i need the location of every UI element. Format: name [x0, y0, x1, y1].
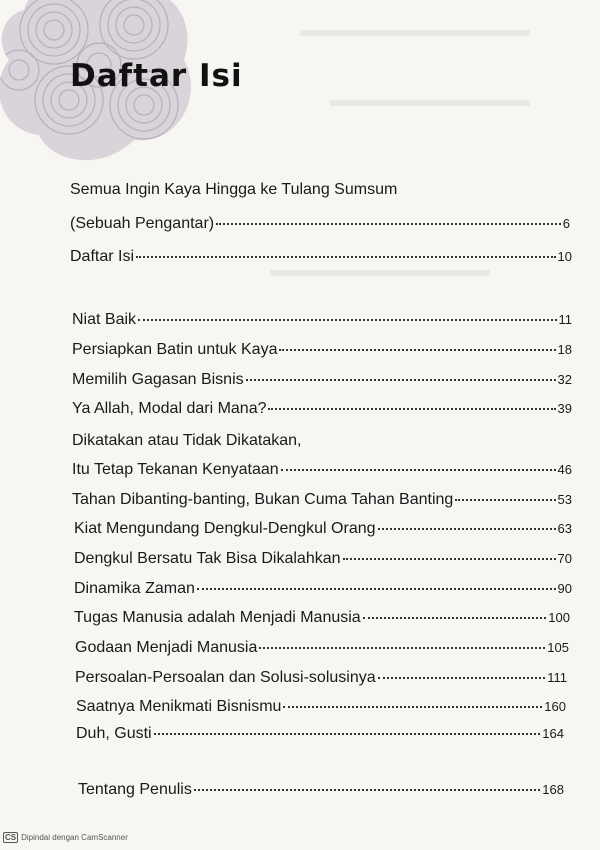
toc-entry-title: Dengkul Bersatu Tak Bisa Dikalahkan [74, 550, 341, 567]
leader-dots [363, 617, 547, 619]
toc-entry[interactable] [70, 214, 570, 234]
leader-dots [455, 499, 555, 501]
leader-dots [136, 256, 556, 258]
toc-entry-title: Itu Tetap Tekanan Kenyataan [72, 461, 279, 478]
toc-entry[interactable] [76, 724, 564, 744]
leader-dots [281, 469, 556, 471]
toc-entry-page: 32 [557, 372, 572, 387]
toc-entry-page: 46 [557, 462, 572, 477]
toc-entry-page: 105 [547, 640, 569, 655]
toc-entry-title: Kiat Mengundang Dengkul-Dengkul Orang [74, 520, 376, 537]
page-title: Daftar Isi [70, 58, 243, 94]
toc-entry-title: Memilih Gagasan Bisnis [72, 371, 244, 388]
toc-entry-page: 39 [557, 401, 572, 416]
toc-entry-page: 164 [542, 726, 564, 741]
toc-entry-page: 18 [557, 342, 572, 357]
toc-entry-page: 100 [548, 610, 570, 625]
leader-dots [194, 789, 540, 791]
toc-entry[interactable] [72, 460, 572, 480]
toc-entry-page: 168 [542, 782, 564, 797]
toc-entry[interactable] [74, 608, 570, 628]
leader-dots [154, 733, 541, 735]
toc-entry-page: 53 [557, 492, 572, 507]
toc-entry[interactable] [74, 519, 572, 539]
toc-entry-title: Tugas Manusia adalah Menjadi Manusia [74, 609, 361, 626]
toc-entry-title: Niat Baik [72, 311, 137, 328]
scanner-watermark-text: Dipindai dengan CamScanner [21, 833, 128, 842]
toc-entry[interactable] [75, 668, 567, 688]
toc-entry-page: 10 [557, 249, 572, 264]
leader-dots [197, 588, 556, 590]
leader-dots [138, 319, 556, 321]
leader-dots [216, 223, 561, 225]
toc-entry-page: 160 [544, 699, 566, 714]
toc-entry-title: Ya Allah, Modal dari Mana? [72, 400, 267, 417]
scanner-watermark [3, 833, 128, 842]
toc-entry-page: 90 [557, 581, 572, 596]
toc-entry-line1: Dikatakan atau Tidak Dikatakan, [72, 432, 302, 449]
toc-entry[interactable] [74, 579, 572, 599]
toc-entry-page: 6 [562, 216, 570, 231]
toc-entry-title: Tentang Penulis [78, 781, 192, 798]
toc-entry[interactable] [72, 490, 572, 510]
leader-dots [268, 408, 555, 410]
toc-entry[interactable] [72, 310, 572, 330]
toc-entry-title: Duh, Gusti [76, 725, 152, 742]
toc-entry[interactable] [74, 549, 572, 569]
toc-entry-page: 70 [557, 551, 572, 566]
toc-entry-page: 11 [558, 312, 572, 327]
toc-entry-title: Daftar Isi [70, 248, 135, 265]
toc-entry[interactable] [70, 247, 572, 267]
toc-entry-page: 111 [547, 670, 567, 685]
toc-entry-title: Dinamika Zaman [74, 580, 195, 597]
toc-entry-line1: Semua Ingin Kaya Hingga ke Tulang Sumsum [70, 181, 398, 198]
toc-entry[interactable] [75, 638, 569, 658]
camscanner-logo-icon: CS [5, 833, 17, 842]
toc-entry-title: Persiapkan Batin untuk Kaya [72, 341, 278, 358]
toc-entry-page: 63 [557, 521, 572, 536]
toc-entry[interactable] [78, 780, 564, 800]
leader-dots [283, 706, 542, 708]
leader-dots [343, 558, 556, 560]
leader-dots [259, 647, 545, 649]
leader-dots [378, 528, 556, 530]
toc-entry-title: Godaan Menjadi Manusia [75, 639, 258, 656]
toc-entry[interactable] [76, 697, 566, 717]
toc-entry[interactable] [72, 370, 572, 390]
leader-dots [279, 349, 555, 351]
leader-dots [246, 379, 556, 381]
toc-entry[interactable] [72, 340, 572, 360]
toc-entry-title: Persoalan-Persoalan dan Solusi-solusinya [75, 669, 376, 686]
leader-dots [378, 677, 546, 679]
toc-entry[interactable] [72, 399, 572, 419]
toc-entry-title: (Sebuah Pengantar) [70, 215, 215, 232]
toc-entry-title: Tahan Dibanting-banting, Bukan Cuma Tahan Banting [72, 491, 454, 508]
toc-entry-title: Saatnya Menikmati Bisnismu [76, 698, 282, 715]
